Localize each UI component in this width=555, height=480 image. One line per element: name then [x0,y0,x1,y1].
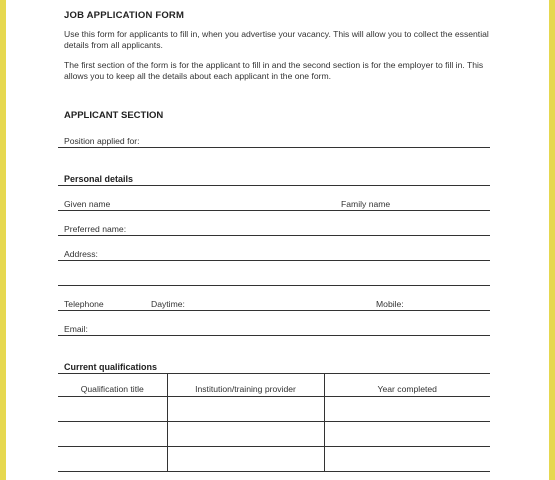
table-cell[interactable] [324,397,490,422]
qualifications-title: Current qualifications [64,362,158,372]
column-header-institution: Institution/training provider [167,374,324,397]
table-cell[interactable] [167,397,324,422]
address-label: Address: [64,249,98,259]
position-applied-field[interactable] [58,133,490,148]
email-field[interactable] [58,321,490,336]
table-row [58,397,490,422]
column-header-year-completed: Year completed [324,374,490,397]
personal-details-heading [58,171,490,186]
qualifications-heading [58,359,490,373]
table-cell[interactable] [167,422,324,447]
table-cell[interactable] [58,397,167,422]
form-intro-paragraph-2: The first section of the form is for the applicant to fill in and the second section is for the employer to fill in. This allows you to keep all the details about each applicant in the one form. [64,60,484,81]
address-line-2[interactable] [58,285,490,286]
daytime-label[interactable]: Daytime: [151,299,185,309]
qualifications-header-row [58,374,490,397]
form-page [58,0,492,480]
column-header-qualification-title: Qualification title [58,374,167,397]
telephone-label: Telephone [64,299,104,309]
applicant-section-title: APPLICANT SECTION [64,110,164,121]
personal-details-title: Personal details [64,174,134,184]
given-name-label[interactable]: Given name [64,199,111,209]
email-label: Email: [64,324,88,334]
position-applied-label: Position applied for: [64,136,140,146]
form-intro-paragraph-1: Use this form for applicants to fill in, when you advertise your vacancy. This will allow you to collect the essential details from all applicants. [64,29,489,50]
table-cell[interactable] [167,447,324,472]
table-cell[interactable] [324,422,490,447]
table-row [58,422,490,447]
mobile-label[interactable]: Mobile: [376,299,404,309]
address-field[interactable] [58,246,490,261]
family-name-label[interactable]: Family name [341,199,391,209]
table-cell[interactable] [324,447,490,472]
qualifications-table [58,373,490,472]
form-title: JOB APPLICATION FORM [64,10,185,21]
table-cell[interactable] [58,422,167,447]
telephone-row [58,296,490,311]
table-row [58,447,490,472]
table-cell[interactable] [58,447,167,472]
page-border-right [549,0,555,480]
preferred-name-field[interactable] [58,221,490,236]
name-row [58,196,490,211]
preferred-name-label: Preferred name: [64,224,127,234]
page-border-left [0,0,6,480]
